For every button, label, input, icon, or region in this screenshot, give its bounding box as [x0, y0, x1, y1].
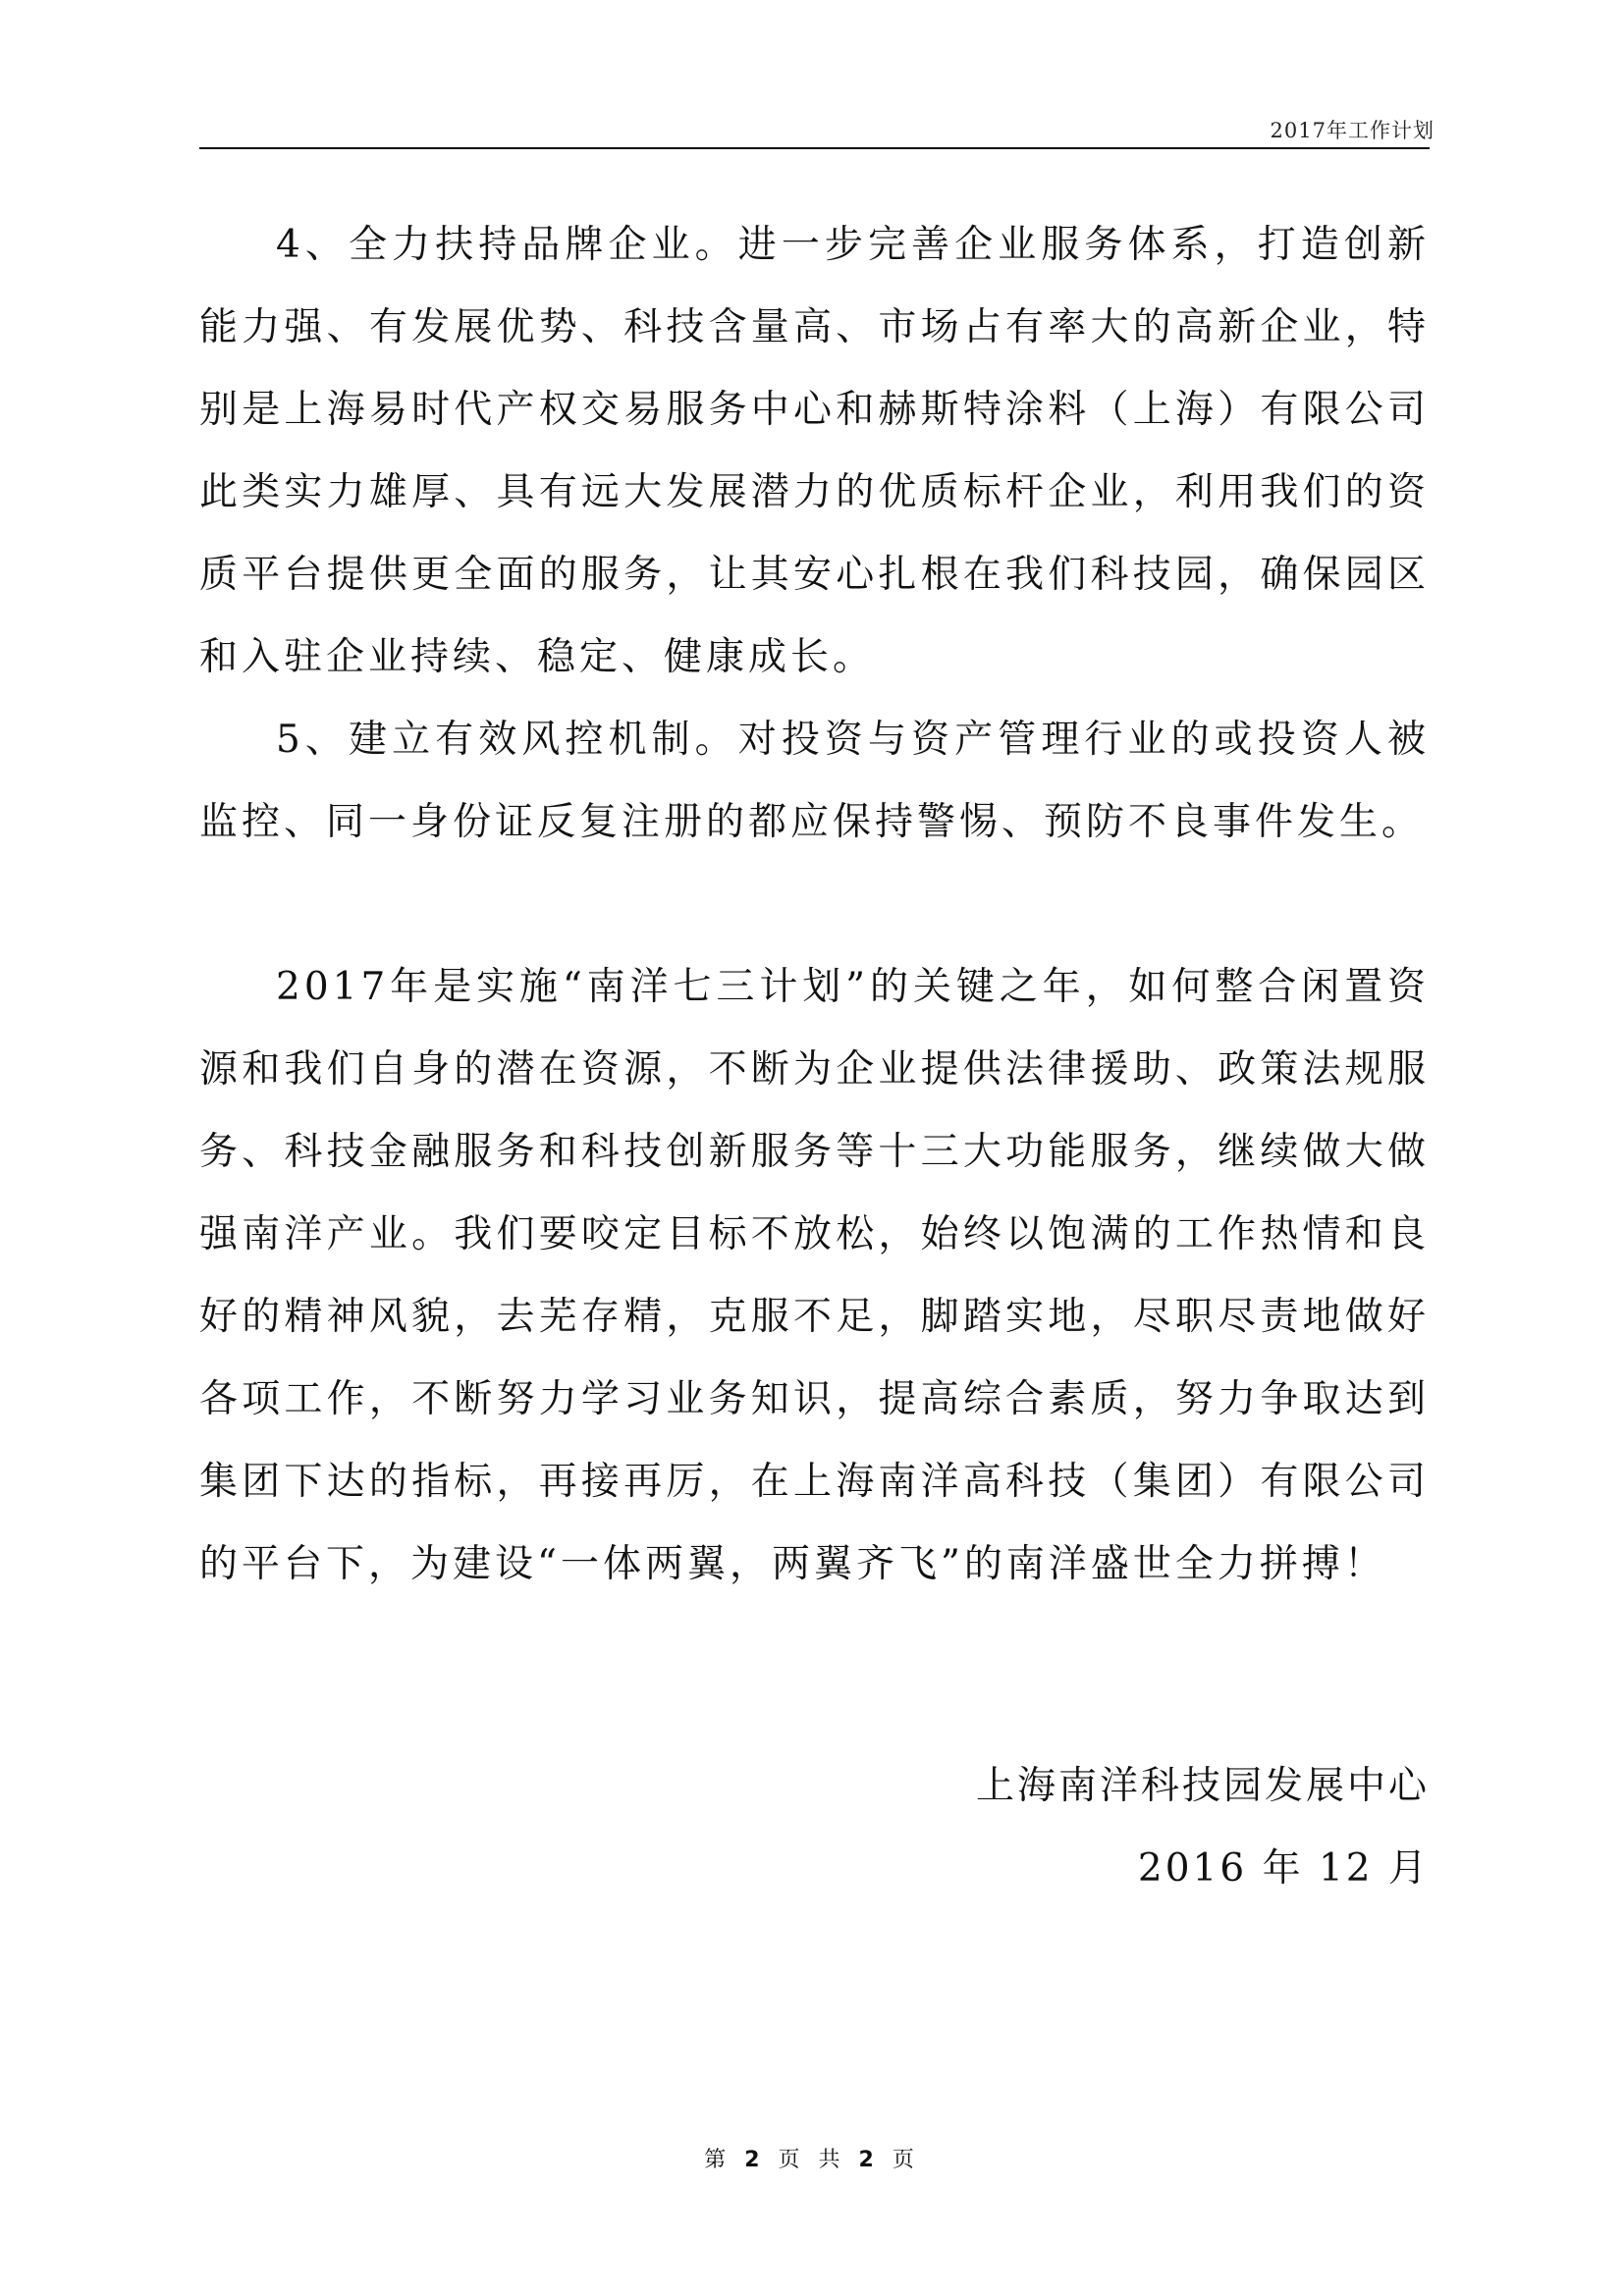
header-divider [199, 147, 1430, 149]
paragraph-spacer [199, 864, 1430, 946]
footer-prefix: 第 [704, 2148, 732, 2172]
footer-suffix: 页 [892, 2148, 920, 2172]
footer-middle: 页 共 [778, 2148, 846, 2172]
signature-organization: 上海南洋科技园发展中心 [975, 1764, 1430, 1808]
signature-block [976, 1745, 1430, 1910]
page-header-title: 2017年工作计划 [1270, 119, 1435, 142]
document-body [199, 204, 1430, 1606]
closing-paragraph: 2017年是实施“南洋七三计划”的关键之年，如何整合闲置资源和我们自身的潜在资源，不断为企业提供法律援助、政策法规服务、科技金融服务和科技创新服务等十三大功能服务，继续做大做强南洋产业。我们要咬定目标不放松，始终以饱满的工作热情和良好的精神风貌，去芜存精，克服不足，脚踏实地，尽职尽责地做好各项工作，不断努力学习业务知识，提高综合素质，努力争取达到集团下达的指标，再接再厉，在上海南洋高科技（集团）有限公司的平台下，为建设“一体两翼，两翼齐飞”的南洋盛世全力拼搏！ [199, 965, 1430, 1586]
footer-total-pages: 2 [858, 2148, 880, 2172]
signature-date: 2016 年 12 月 [1137, 1846, 1430, 1891]
page-footer [0, 2143, 1624, 2173]
paragraph-item-5: 5、建立有效风控机制。对投资与资产管理行业的或投资人被监控、同一身份证反复注册的都应保持警惕、预防不良事件发生。 [199, 718, 1430, 844]
footer-current-page: 2 [744, 2148, 766, 2172]
paragraph-item-4: 4、全力扶持品牌企业。进一步完善企业服务体系，打造创新能力强、有发展优势、科技含量高、市场占有率大的高新企业，特别是上海易时代产权交易服务中心和赫斯特涂料（上海）有限公司此类实力雄厚、具有远大发展潜力的优质标杆企业，利用我们的资质平台提供更全面的服务，让其安心扎根在我们科技园，确保园区和入驻企业持续、稳定、健康成长。 [199, 223, 1430, 679]
